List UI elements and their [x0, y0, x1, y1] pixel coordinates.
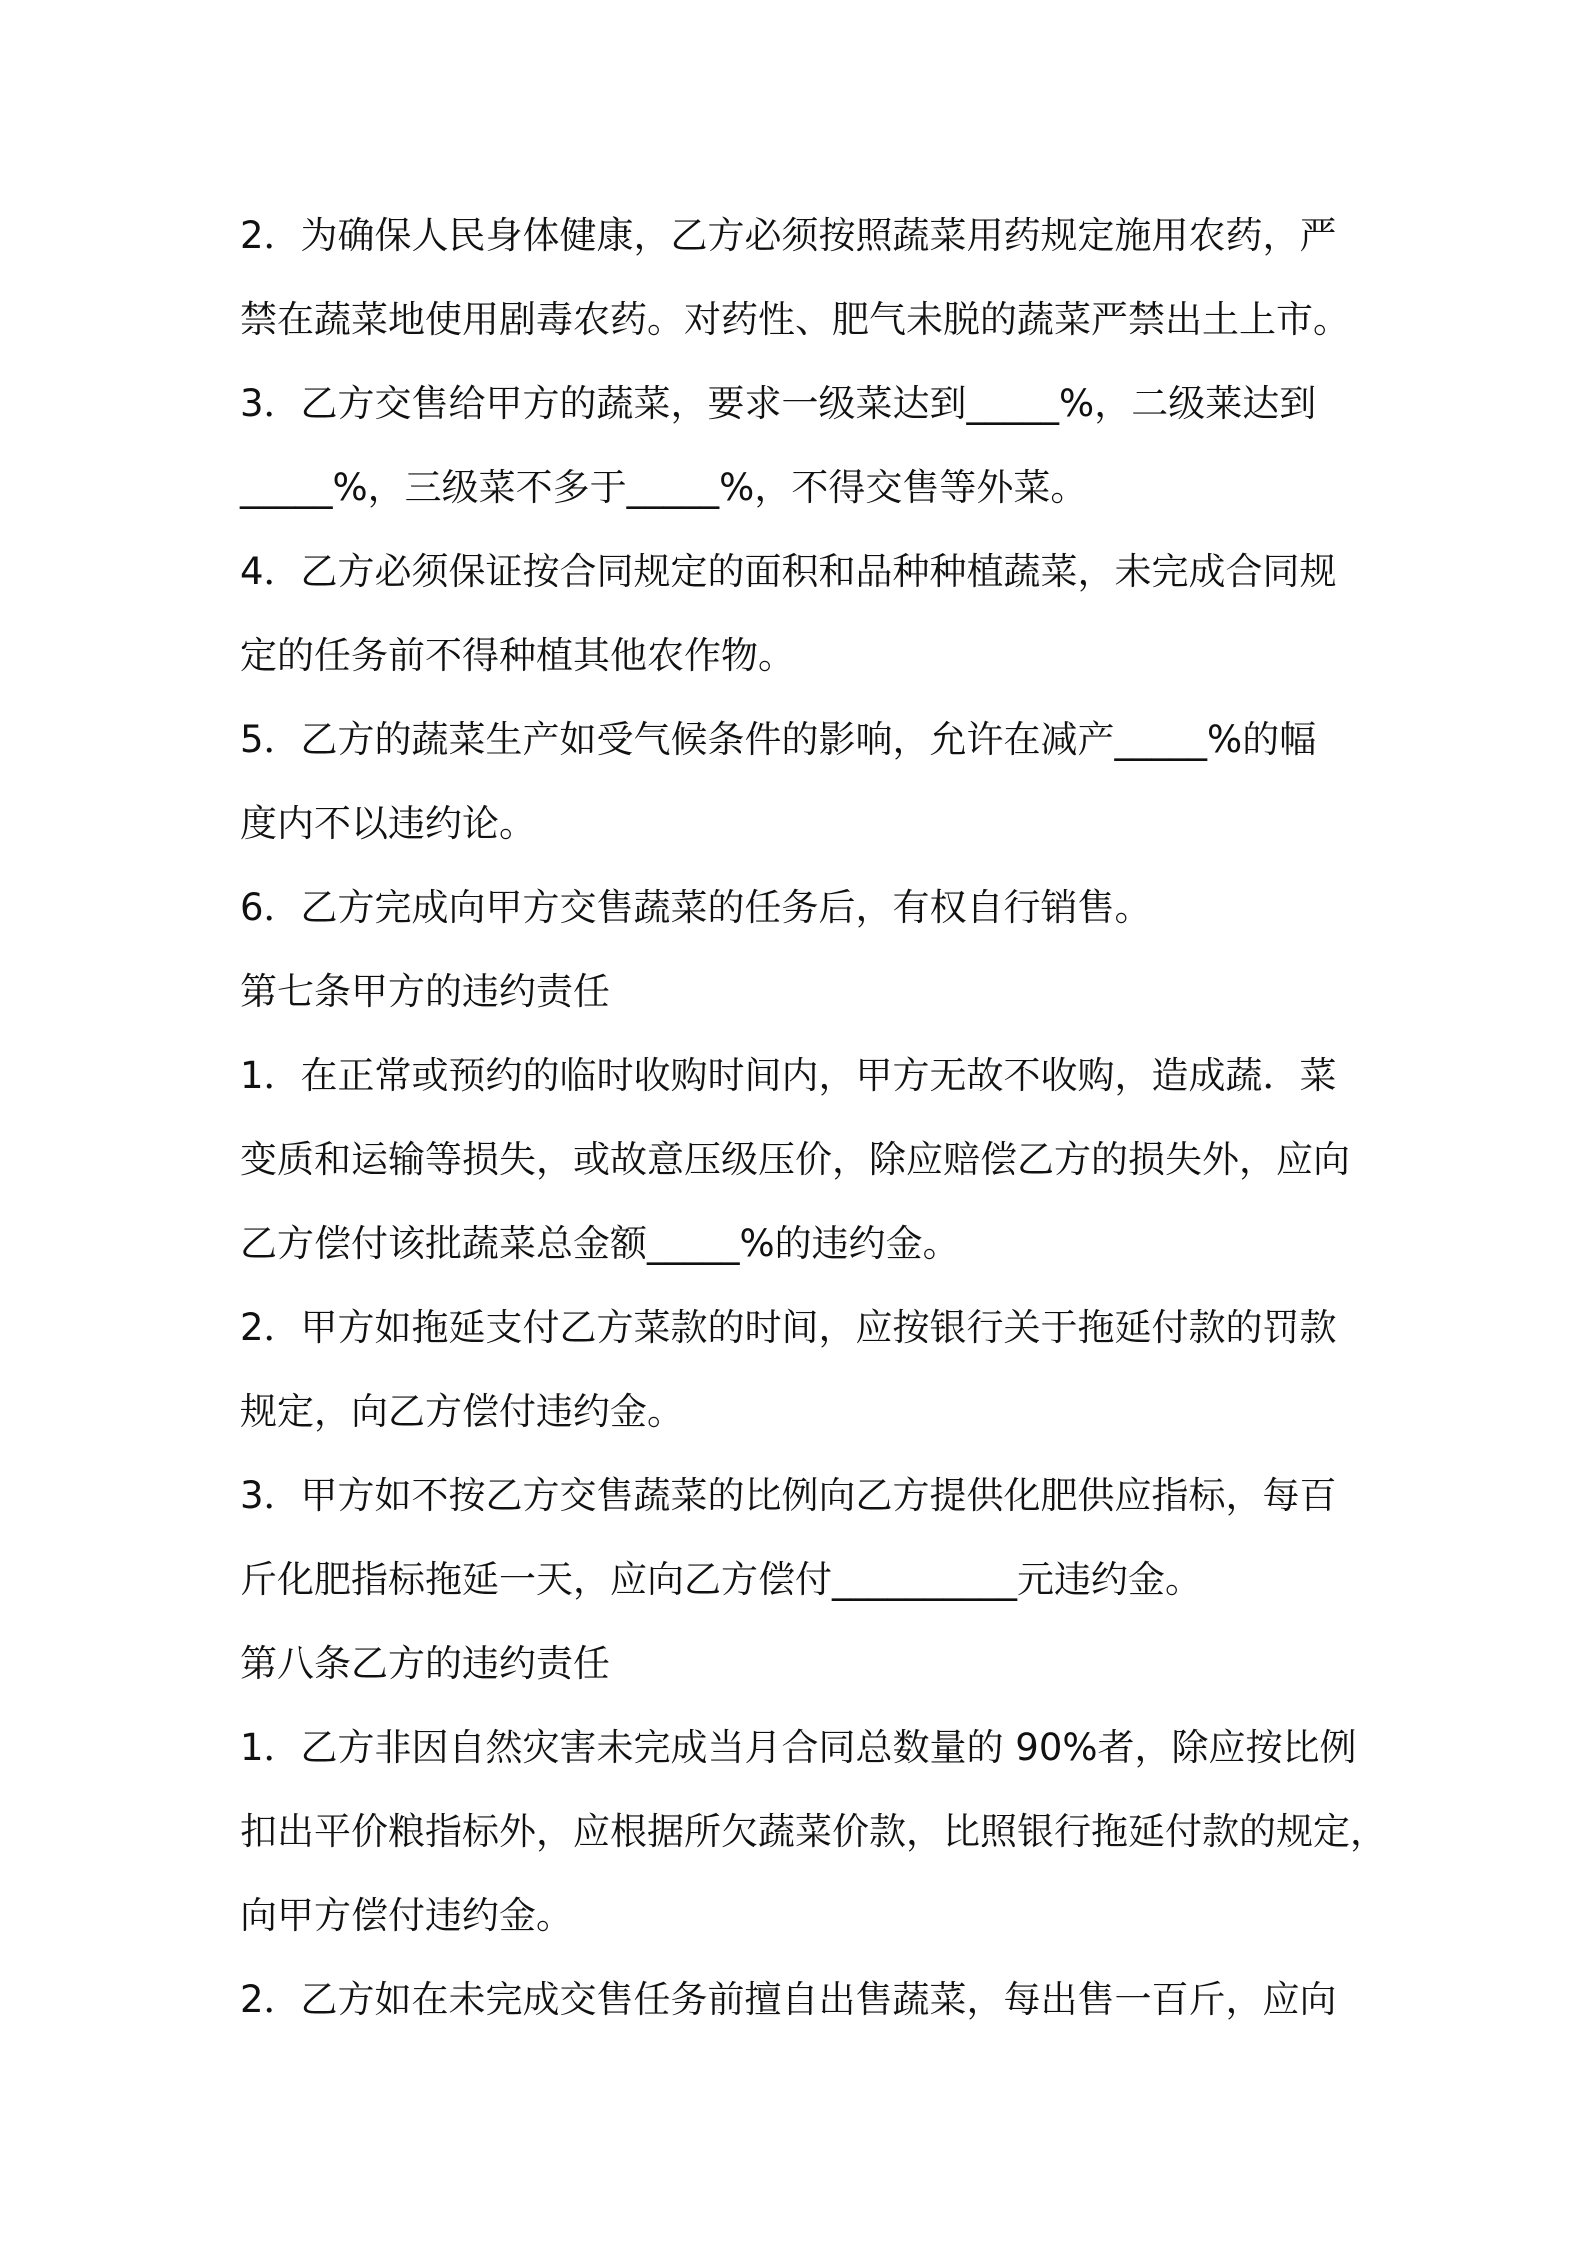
text-line: _____%，三级菜不多于_____%，不得交售等外菜。: [240, 466, 1088, 509]
text-line: 2．甲方如拖延支付乙方菜款的时间，应按银行关于拖延付款的罚款: [240, 1306, 1337, 1349]
text-line: 1．乙方非因自然灾害未完成当月合同总数量的 90%者，除应按比例: [240, 1726, 1357, 1769]
text-line: 2．为确保人民身体健康，乙方必须按照蔬菜用药规定施用农药，严: [240, 214, 1337, 257]
text-line: 5．乙方的蔬菜生产如受气候条件的影响，允许在减产_____%的幅: [240, 718, 1317, 761]
text-line: 1．在正常或预约的临时收购时间内，甲方无故不收购，造成蔬．菜: [240, 1054, 1337, 1097]
text-line: 扣出平价粮指标外，应根据所欠蔬菜价款，比照银行拖延付款的规定，: [240, 1810, 1387, 1853]
document-body: [240, 194, 1387, 2042]
text-line: 规定，向乙方偿付违约金。: [240, 1390, 684, 1433]
text-line: 变质和运输等损失，或故意压级压价，除应赔偿乙方的损失外，应向: [240, 1138, 1350, 1181]
text-line: 乙方偿付该批蔬菜总金额_____%的违约金。: [240, 1222, 960, 1265]
text-line: 向甲方偿付违约金。: [240, 1894, 573, 1937]
text-line: 斤化肥指标拖延一天，应向乙方偿付__________元违约金。: [240, 1558, 1202, 1601]
text-line: 4．乙方必须保证按合同规定的面积和品种种植蔬菜，未完成合同规: [240, 550, 1337, 593]
section-heading-article-8: 第八条乙方的违约责任: [240, 1642, 610, 1685]
section-heading-article-7: 第七条甲方的违约责任: [240, 970, 610, 1013]
text-line: 禁在蔬菜地使用剧毒农药。对药性、肥气未脱的蔬菜严禁出土上市。: [240, 298, 1350, 341]
text-line: 3．乙方交售给甲方的蔬菜，要求一级菜达到_____%，二级莱达到: [240, 382, 1317, 425]
text-line: 6．乙方完成向甲方交售蔬菜的任务后，有权自行销售。: [240, 886, 1152, 929]
text-line: 3．甲方如不按乙方交售蔬菜的比例向乙方提供化肥供应指标，每百: [240, 1474, 1337, 1517]
text-line: 定的任务前不得种植其他农作物。: [240, 634, 795, 677]
text-line: 度内不以违约论。: [240, 802, 536, 845]
text-line: 2．乙方如在未完成交售任务前擅自出售蔬菜，每出售一百斤，应向: [240, 1978, 1337, 2021]
